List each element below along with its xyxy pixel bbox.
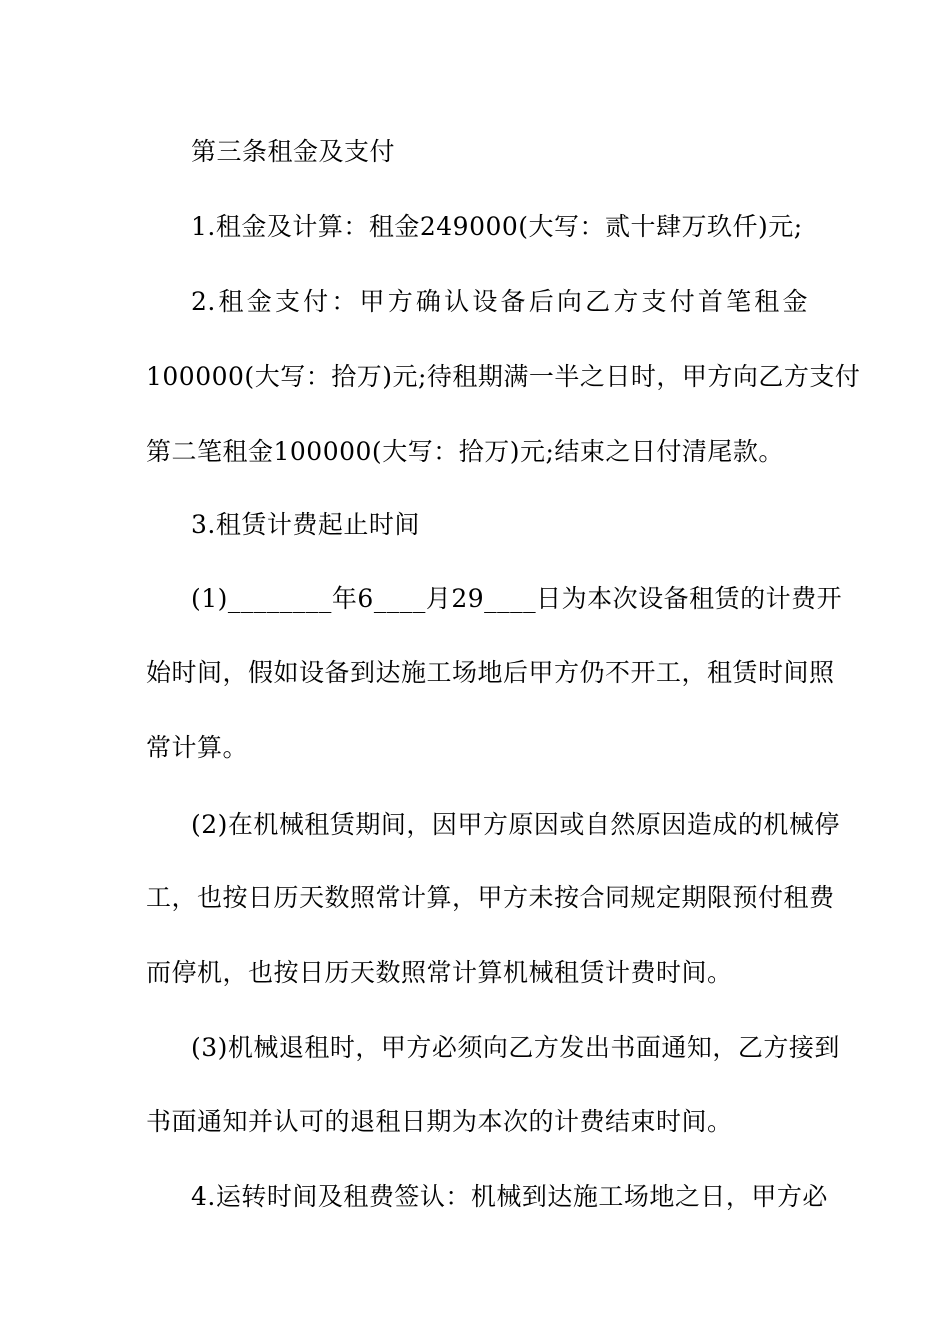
- paragraph-line: 4.运转时间及租费签认：机械到达施工场地之日，甲方必: [191, 1182, 828, 1211]
- paragraph-line: 第二笔租金100000(大写：拾万)元;结束之日付清尾款。: [146, 437, 784, 466]
- paragraph-line: 100000(大写：拾万)元;待租期满一半之日时，甲方向乙方支付: [146, 362, 861, 391]
- paragraph-line: 而停机，也按日历天数照常计算机械租赁计费时间。: [146, 958, 733, 987]
- paragraph-line: (2)在机械租赁期间，因甲方原因或自然原因造成的机械停: [191, 810, 840, 839]
- paragraph-line: 工，也按日历天数照常计算，甲方未按合同规定期限预付租费: [146, 883, 835, 912]
- paragraph-line: 书面通知并认可的退租日期为本次的计费结束时间。: [146, 1107, 733, 1136]
- paragraph-line: (3)机械退租时，甲方必须向乙方发出书面通知，乙方接到: [191, 1033, 840, 1062]
- paragraph-line: 常计算。: [146, 733, 249, 762]
- section-heading: 第三条租金及支付: [191, 137, 396, 166]
- paragraph-line: (1)________年6____月29____日为本次设备租赁的计费开: [191, 584, 843, 613]
- paragraph-line: 1.租金及计算：租金249000(大写：贰十肆万玖仟)元;: [191, 212, 803, 241]
- paragraph-line: 2.租金支付：甲方确认设备后向乙方支付首笔租金: [191, 287, 808, 316]
- paragraph-line: 始时间，假如设备到达施工场地后甲方仍不开工，租赁时间照: [146, 658, 835, 687]
- paragraph-line: 3.租赁计费起止时间: [191, 510, 420, 539]
